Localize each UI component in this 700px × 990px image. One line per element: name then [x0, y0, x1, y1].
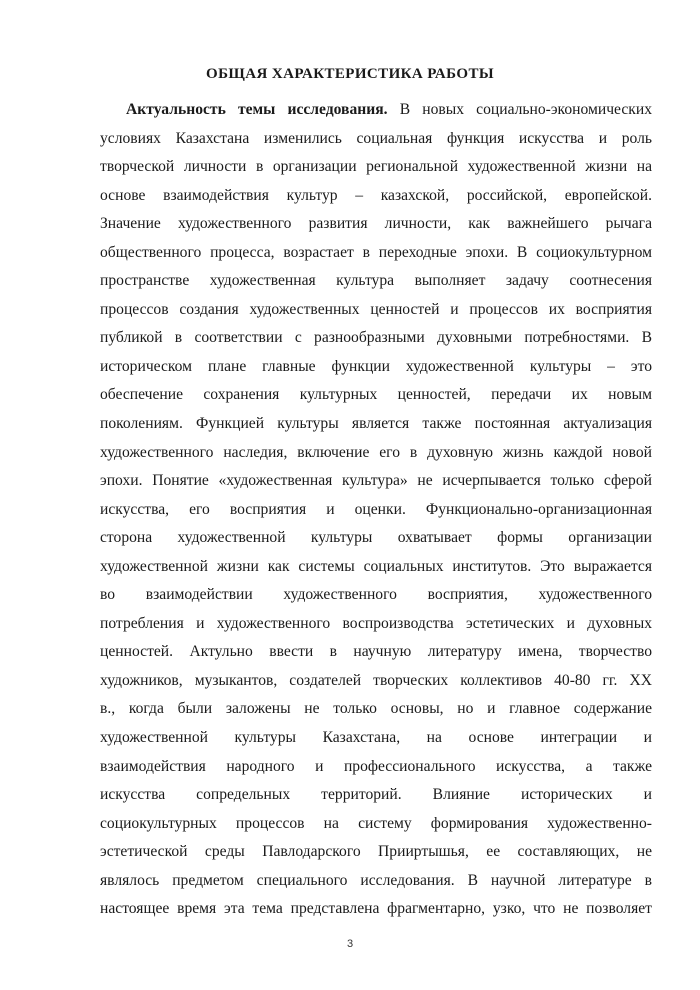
paragraph-line: искусства сопредельных территорий. Влияние исторических и	[100, 786, 652, 804]
paragraph-line: эпохи. Понятие «художественная культура» не исчерпывается только сферой	[100, 472, 652, 490]
paragraph-line: творческой личности в организации региональной художественной жизни на	[100, 158, 652, 176]
paragraph-line: настоящее время эта тема представлена фрагментарно, узко, что не позволяет	[100, 900, 652, 918]
paragraph-line: Значение художественного развития личности, как важнейшего рычага	[100, 215, 652, 233]
paragraph-line: художественной жизни как системы социальных институтов. Это выражается	[100, 557, 652, 575]
page-number: 3	[346, 938, 354, 950]
paragraph-line: художественного наследия, включение его в духовную жизнь каждой новой	[100, 443, 652, 461]
paragraph-line: художников, музыкантов, создателей творческих коллективов 40-80 гг. XX	[100, 671, 652, 689]
paragraph-line: публикой в соответствии с разнообразными духовными потребностями. В	[100, 329, 652, 347]
paragraph-line: основе взаимодействия культур – казахской, российской, европейской.	[100, 186, 652, 204]
paragraph-line: ценностей. Актульно ввести в научную литературу имена, творчество	[100, 643, 652, 661]
paragraph-line: искусства, его восприятия и оценки. Функционально-организационная	[100, 500, 652, 518]
document-title: ОБЩАЯ ХАРАКТЕРИСТИКА РАБОТЫ	[206, 66, 494, 82]
paragraph-first-line-text: В новых социально-экономических	[387, 101, 652, 118]
paragraph-line: процессов создания художественных ценностей и процессов их восприятия	[100, 300, 652, 318]
paragraph-first-line	[100, 96, 652, 125]
paragraph-line: обеспечение сохранения культурных ценностей, передачи их новым	[100, 386, 652, 404]
paragraph-line: условиях Казахстана изменились социальная функция искусства и роль	[100, 129, 652, 147]
paragraph-line: пространстве художественная культура выполняет задачу соотнесения	[100, 272, 652, 290]
paragraph-line: потребления и художественного воспроизводства эстетических и духовных	[100, 614, 652, 632]
body-paragraph	[100, 96, 652, 924]
paragraph-lead-heading: Актуальность темы исследования.	[126, 101, 388, 118]
paragraph-line: художественной культуры Казахстана, на основе интеграции и	[100, 729, 652, 747]
paragraph-line: поколениям. Функцией культуры является также постоянная актуализация	[100, 415, 652, 433]
paragraph-line: социокультурных процессов на систему формирования художественно-	[100, 814, 652, 832]
paragraph-line: сторона художественной культуры охватывает формы организации	[100, 529, 652, 547]
paragraph-line: являлось предметом специального исследования. В научной литературе в	[100, 871, 652, 889]
paragraph-line: в., когда были заложены не только основы, но и главное содержание	[100, 700, 652, 718]
paragraph-line: взаимодействия народного и профессионального искусства, а также	[100, 757, 652, 775]
paragraph-line: общественного процесса, возрастает в переходные эпохи. В социокультурном	[100, 243, 652, 261]
paragraph-line: историческом плане главные функции художественной культуры – это	[100, 357, 652, 375]
paragraph-line: эстетической среды Павлодарского Прииртышья, ее составляющих, не	[100, 843, 652, 861]
paragraph-line: во взаимодействии художественного восприятия, художественного	[100, 586, 652, 604]
